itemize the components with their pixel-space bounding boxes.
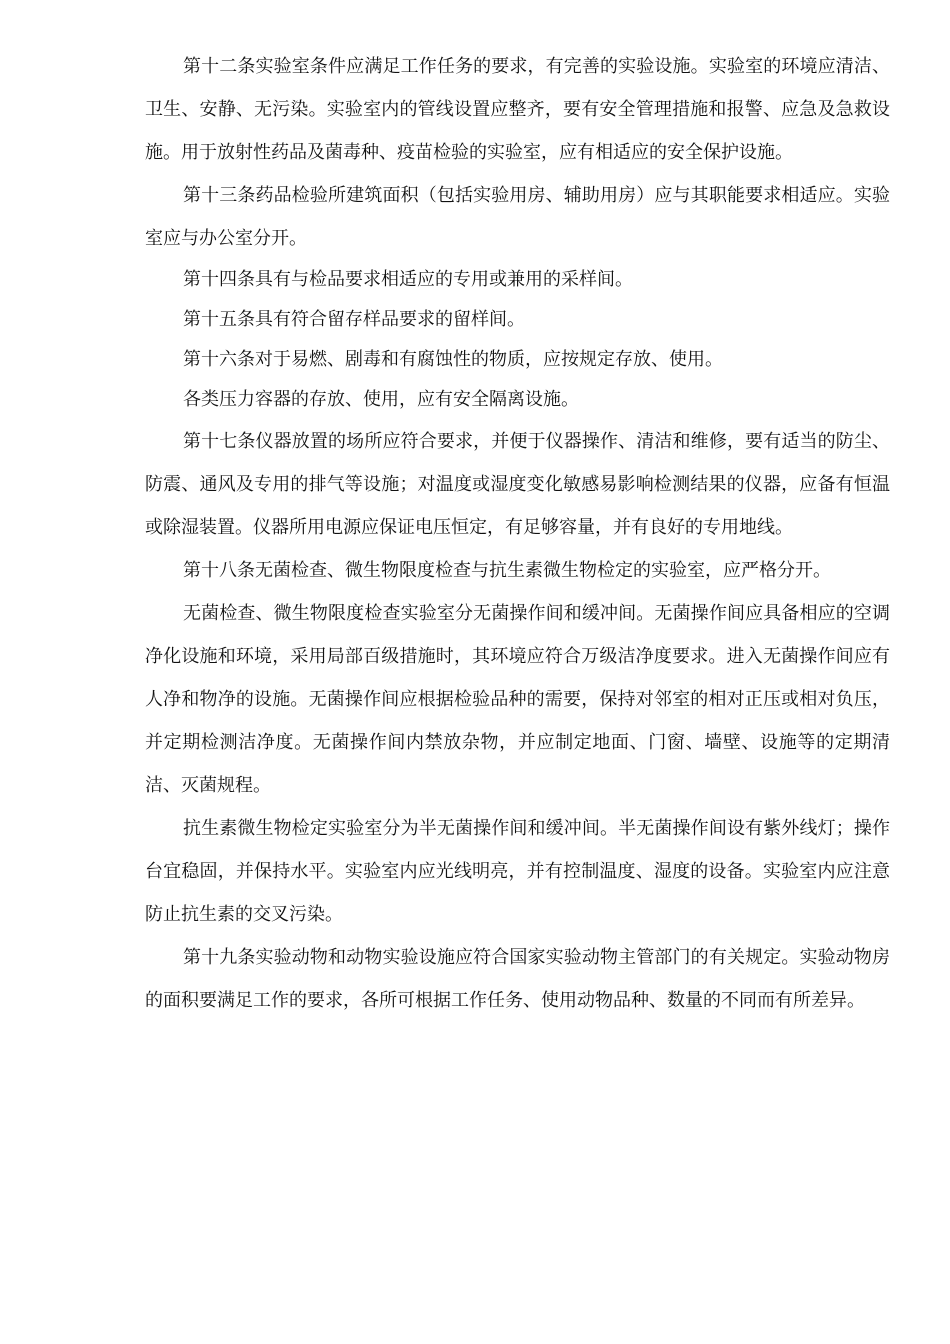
paragraph-pressure-vessels: 各类压力容器的存放、使用，应有安全隔离设施。 (183, 389, 579, 410)
paragraph-sterile-rooms: 无菌检查、微生物限度检查实验室分无菌操作间和缓冲间。无菌操作间应具备相应的空调净化设施和环境，采用局部百级措施时，其环境应符合万级洁净度要求。进入无菌操作间应有人净和物净的设施。无菌操作间应根据检验品种的需要，保持对邻室的相对正压或相对负压，并定期检测洁净度。无菌操作间内禁放杂物，并应制定地面、门窗、墙壁、设施等的定期清洁、灭菌规程。 (145, 603, 890, 796)
paragraph-article-17: 第十七条仪器放置的场所应符合要求，并便于仪器操作、清洁和维修，要有适当的防尘、防震、通风及专用的排气等设施；对温度或湿度变化敏感易影响检测结果的仪器，应备有恒温或除湿装置。仪器所用电源应保证电压恒定，有足够容量，并有良好的专用地线。 (145, 431, 890, 538)
paragraph-article-14: 第十四条具有与检品要求相适应的专用或兼用的采样间。 (183, 269, 633, 290)
paragraph-article-13: 第十三条药品检验所建筑面积（包括实验用房、辅助用房）应与其职能要求相适应。实验室应与办公室分开。 (145, 185, 890, 249)
paragraph-antibiotic-rooms: 抗生素微生物检定实验室分为半无菌操作间和缓冲间。半无菌操作间设有紫外线灯；操作台宜稳固，并保持水平。实验室内应光线明亮，并有控制温度、湿度的设备。实验室内应注意防止抗生素的交叉污染。 (145, 818, 890, 925)
paragraph-article-19: 第十九条实验动物和动物实验设施应符合国家实验动物主管部门的有关规定。实验动物房的面积要满足工作的要求，各所可根据工作任务、使用动物品种、数量的不同而有所差异。 (145, 947, 890, 1011)
paragraph-article-12: 第十二条实验室条件应满足工作任务的要求，有完善的实验设施。实验室的环境应清洁、卫生、安静、无污染。实验室内的管线设置应整齐，要有安全管理措施和报警、应急及急救设施。用于放射性药品及菌毒种、疫苗检验的实验室，应有相适应的安全保护设施。 (145, 56, 890, 163)
document-body (145, 45, 890, 1022)
paragraph-article-16: 第十六条对于易燃、剧毒和有腐蚀性的物质，应按规定存放、使用。 (183, 349, 723, 370)
paragraph-article-18: 第十八条无菌检查、微生物限度检查与抗生素微生物检定的实验室，应严格分开。 (183, 560, 831, 581)
paragraph-article-15: 第十五条具有符合留存样品要求的留样间。 (183, 309, 525, 330)
